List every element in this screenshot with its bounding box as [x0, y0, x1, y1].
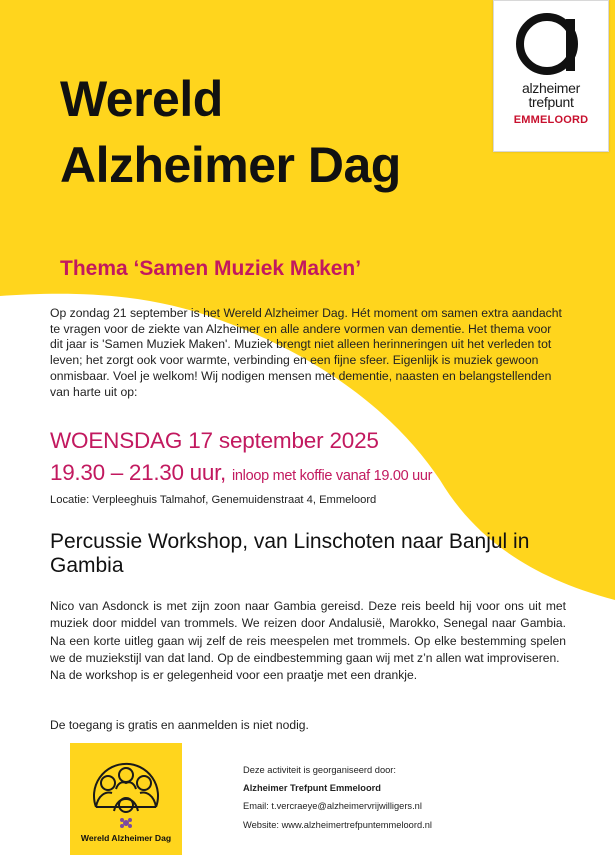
workshop-title: Percussie Workshop, van Linschoten naar Banjul in Gambia [50, 530, 530, 577]
event-time-range: 19.30 – 21.30 uur, [50, 460, 227, 485]
workshop-paragraph-1: Nico van Asdonck is met zijn zoon naar Gambia gereisd. Deze reis beeld hij voor ons uit met muziek door middel van trommels. We reizen door Andalusië, Marokko, Senegal naar Gambia. Na een korte uitleg gaan wij zelf de reis meespelen met trommels. Op elke bestemming spelen we de muziekstijl van dat land. Op de eindbestemming gaan wij met z’n allen wat improviseren. [50, 599, 566, 665]
organizer-email: Email: t.vercraeye@alzheimervrijwilligers.nl [243, 801, 422, 812]
logo-location: EMMELOORD [513, 114, 589, 126]
event-time-note: inloop met koffie vanaf 19.00 uur [231, 468, 433, 484]
event-date: WOENSDAG 17 september 2025 [50, 428, 379, 453]
organizer-info [243, 761, 432, 834]
logo-name: alzheimer trefpunt [522, 80, 580, 110]
organizer-name: Alzheimer Trefpunt Emmeloord [243, 783, 381, 794]
badge-text: Wereld Alzheimer Dag [80, 833, 172, 843]
free-entry-note: De toegang is gratis en aanmelden is niet nodig. [50, 718, 309, 732]
organizer-intro: Deze activiteit is georganiseerd door: [243, 765, 396, 775]
organizer-website: Website: www.alzheimertrefpuntemmeloord.nl [243, 819, 432, 830]
intro-paragraph: Op zondag 21 september is het Wereld Alzheimer Dag. Hét moment om samen extra aandacht te vragen voor de ziekte van Alzheimer en alle andere vormen van dementie. Het thema voor dit jaar is 'Samen Muziek Maken'. Muziek brengt niet alleen herinneringen uit het verleden tot leven; het zorgt ook voor warmte, verbinding en een fijne sfeer. Eigenlijk is muziek gewoon onmisbaar. Voel je welkom! Wij nodigen mensen met dementie, naasten en belangstellenden van harte uit op: [50, 306, 562, 399]
alzheimer-a-logo-icon [516, 13, 578, 75]
event-location: Locatie: Verpleeghuis Talmahof, Genemuidenstraat 4, Emmeloord [50, 494, 377, 506]
workshop-paragraph-2: Na de workshop is er gelegenheid voor een praatje met een drankje. [50, 668, 418, 683]
event-time [50, 460, 432, 486]
page-title: Wereld Alzheimer Dag [60, 71, 401, 193]
people-globe-icon [86, 749, 166, 835]
workshop-description [50, 598, 566, 684]
wereld-alzheimer-dag-badge [70, 743, 182, 855]
theme-subtitle: Thema ‘Samen Muziek Maken’ [60, 257, 362, 280]
